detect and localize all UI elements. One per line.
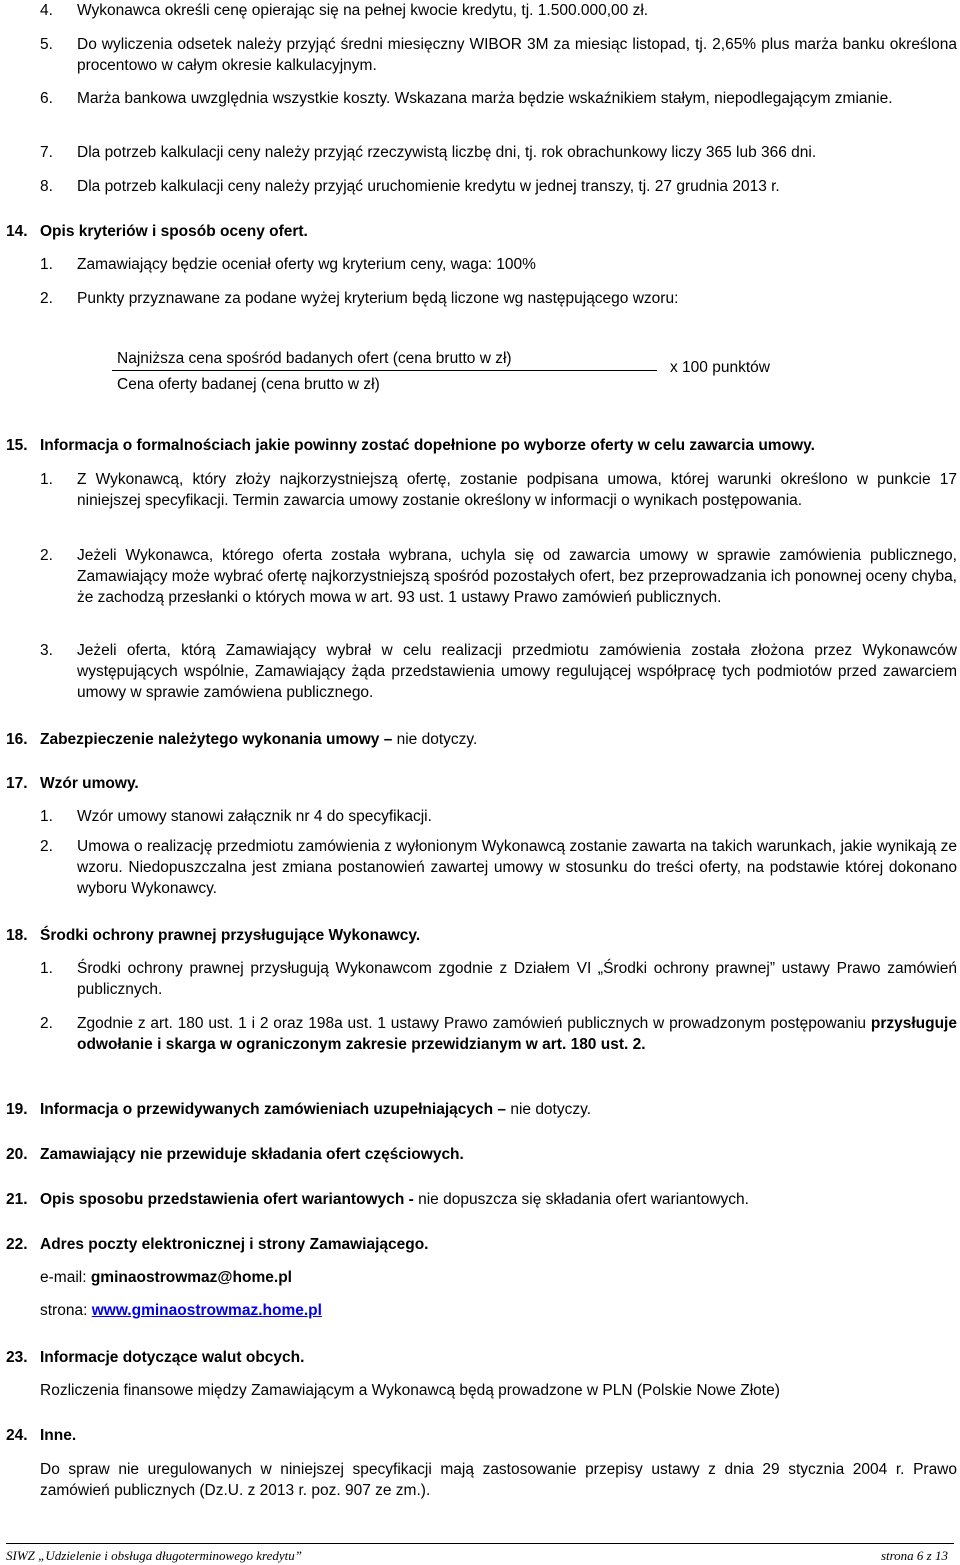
section-number: 21. [6, 1191, 28, 1208]
section-text: Do spraw nie uregulowanych w niniejszej specyfikacji mają zastosowanie przepisy ustawy z dnia 29 stycznia 2004 r. Prawo zamówień publicznych (Dz.U. z 2013 r. poz. 907 ze zm.). [40, 1461, 957, 1499]
item-number: 6. [40, 90, 53, 107]
section-number: 23. [6, 1349, 28, 1366]
section-line [40, 729, 477, 750]
section-title: Inne. [40, 1427, 77, 1444]
footer-title: SIWZ „Udzielenie i obsługa długoterminowego kredytu” [6, 1548, 302, 1563]
item-text: Dla potrzeb kalkulacji ceny należy przyjąć uruchomienie kredytu w jednej transzy, tj. 27 grudnia 2013 r. [77, 178, 780, 195]
section-rest: nie dotyczy. [506, 1101, 592, 1118]
item-number: 3. [40, 642, 53, 659]
section-title: Informacje dotyczące walut obcych. [40, 1349, 305, 1366]
item-text-plain: Zgodnie z art. 180 ust. 1 i 2 oraz 198a ust. 1 ustawy Prawo zamówień publicznych w prowadzonym postępowaniu [77, 1015, 871, 1032]
section-title: Zabezpieczenie należytego wykonania umowy [40, 731, 380, 748]
item-number: 1. [40, 471, 53, 488]
item-number: 2. [40, 1015, 53, 1032]
item-number: 7. [40, 144, 53, 161]
email-label: e-mail: [40, 1269, 91, 1286]
item-text: Do wyliczenia odsetek należy przyjąć średni miesięczny WIBOR 3M za miesiąc listopad, tj. 2,65% plus marża banku określona procentowo w całym okresie kalkulacyjnym. [77, 36, 957, 74]
section-number: 20. [6, 1146, 28, 1163]
item-number: 8. [40, 178, 53, 195]
item-number: 2. [40, 838, 53, 855]
section-number: 14. [6, 223, 28, 240]
item-text: Zamawiający będzie oceniał oferty wg kryterium ceny, waga: 100% [77, 256, 536, 273]
item-number: 4. [40, 2, 53, 19]
item-number: 1. [40, 960, 53, 977]
dash: – [497, 1101, 507, 1118]
section-number: 18. [6, 927, 28, 944]
website-label: strona: [40, 1302, 92, 1319]
section-title: Środki ochrony prawnej przysługujące Wykonawcy. [40, 927, 421, 944]
section-rest: nie dotyczy. [392, 731, 478, 748]
email-line [40, 1267, 292, 1288]
website-link[interactable]: www.gminaostrowmaz.home.pl [91, 1302, 322, 1319]
formula-denominator: Cena oferty badanej (cena brutto w zł) [117, 376, 380, 393]
item-number: 1. [40, 808, 53, 825]
section-line [40, 1189, 749, 1210]
item-text-bold: przysługuje odwołanie i skarga w ograniczonym zakresie przewidzianym w art. 180 ust. 2. [77, 1015, 957, 1053]
section-title: Informacja o przewidywanych zamówieniach uzupełniających [40, 1101, 494, 1118]
item-text: Jeżeli oferta, którą Zamawiający wybrał w celu realizacji przedmiotu zamówienia została złożona przez Wykonawców występujących wspólnie, Zamawiający żąda przedstawienia umowy regulującej współpracę tych podmiotów przed zawarciem umowy w sprawie zamówiena publicznego. [77, 642, 957, 701]
section-number: 19. [6, 1101, 28, 1118]
section-number: 16. [6, 731, 28, 748]
item-text: Wzór umowy stanowi załącznik nr 4 do specyfikacji. [77, 808, 432, 825]
item-number: 5. [40, 36, 53, 53]
section-number: 22. [6, 1236, 28, 1253]
item-text: Umowa o realizację przedmiotu zamówienia z wyłonionym Wykonawcą zostanie zawarta na takich warunkach, jakie wynikają ze wzoru. Niedopuszczalna jest zmiana postanowień zawartej umowy w stosunku do treści oferty, na podstawie której dokonano wyboru Wykonawcy. [77, 838, 957, 897]
item-text: Wykonawca określi cenę opierając się na pełnej kwocie kredytu, tj. 1.500.000,00 zł. [77, 2, 649, 19]
formula-multiplier: x 100 punktów [670, 359, 770, 376]
section-number: 24. [6, 1427, 28, 1444]
item-text: Dla potrzeb kalkulacji ceny należy przyjąć rzeczywistą liczbę dni, tj. rok obrachunkowy liczy 365 lub 366 dni. [77, 144, 817, 161]
section-title: Opis kryteriów i sposób oceny ofert. [40, 223, 308, 240]
section-number: 17. [6, 775, 28, 792]
website-line [40, 1300, 322, 1321]
section-rest: nie dopuszcza się składania ofert wariantowych. [413, 1191, 749, 1208]
section-title: Adres poczty elektronicznej i strony Zamawiającego. [40, 1236, 429, 1253]
section-title: Opis sposobu przedstawienia ofert wariantowych - [40, 1191, 414, 1208]
item-text: Punkty przyznawane za podane wyżej kryterium będą liczone wg następującego wzoru: [77, 290, 679, 307]
section-text: Rozliczenia finansowe między Zamawiającym a Wykonawcą będą prowadzone w PLN (Polskie Nowe Złote) [40, 1382, 780, 1399]
item-text: Marża bankowa uwzględnia wszystkie koszty. Wskazana marża będzie wskaźnikiem stałym, niepodlegającym zmianie. [77, 90, 893, 107]
item-text [77, 1013, 957, 1055]
formula-numerator: Najniższa cena spośród badanych ofert (cena brutto w zł) [117, 350, 512, 367]
email-value[interactable]: gminaostrowmaz@home.pl [90, 1269, 292, 1286]
item-text: Z Wykonawcą, który złoży najkorzystniejszą ofertę, zostanie podpisana umowa, której warunki określono w punkcie 17 niniejszej specyfikacji. Termin zawarcia umowy zostanie określony w informacji o wynikach postępowania. [77, 471, 957, 509]
item-text: Środki ochrony prawnej przysługują Wykonawcom zgodnie z Działem VI „Środki ochrony prawnej” ustawy Prawo zamówień publicznych. [77, 960, 957, 998]
section-number: 15. [6, 437, 28, 454]
footer-divider [6, 1543, 954, 1544]
item-number: 1. [40, 256, 53, 273]
section-title: Wzór umowy. [40, 775, 139, 792]
fraction-line [112, 370, 657, 371]
dash: – [383, 731, 393, 748]
item-number: 2. [40, 290, 53, 307]
section-line [40, 1099, 591, 1120]
section-title: Zamawiający nie przewiduje składania ofert częściowych. [40, 1146, 464, 1163]
footer-page-number: strona 6 z 13 [880, 1548, 948, 1563]
item-text: Jeżeli Wykonawca, którego oferta została wybrana, uchyla się od zawarcia umowy w sprawie zamówienia publicznego, Zamawiający może wybrać ofertę najkorzystniejszą spośród pozostałych ofert, bez przeprowadzania ich ponownej oceny chyba, że zachodzą przesłanki o których mowa w art. 93 ust. 1 ustawy Prawo zamówień publicznych. [77, 547, 957, 606]
section-title: Informacja o formalnościach jakie powinny zostać dopełnione po wyborze oferty w celu zawarcia umowy. [40, 437, 815, 454]
item-number: 2. [40, 547, 53, 564]
